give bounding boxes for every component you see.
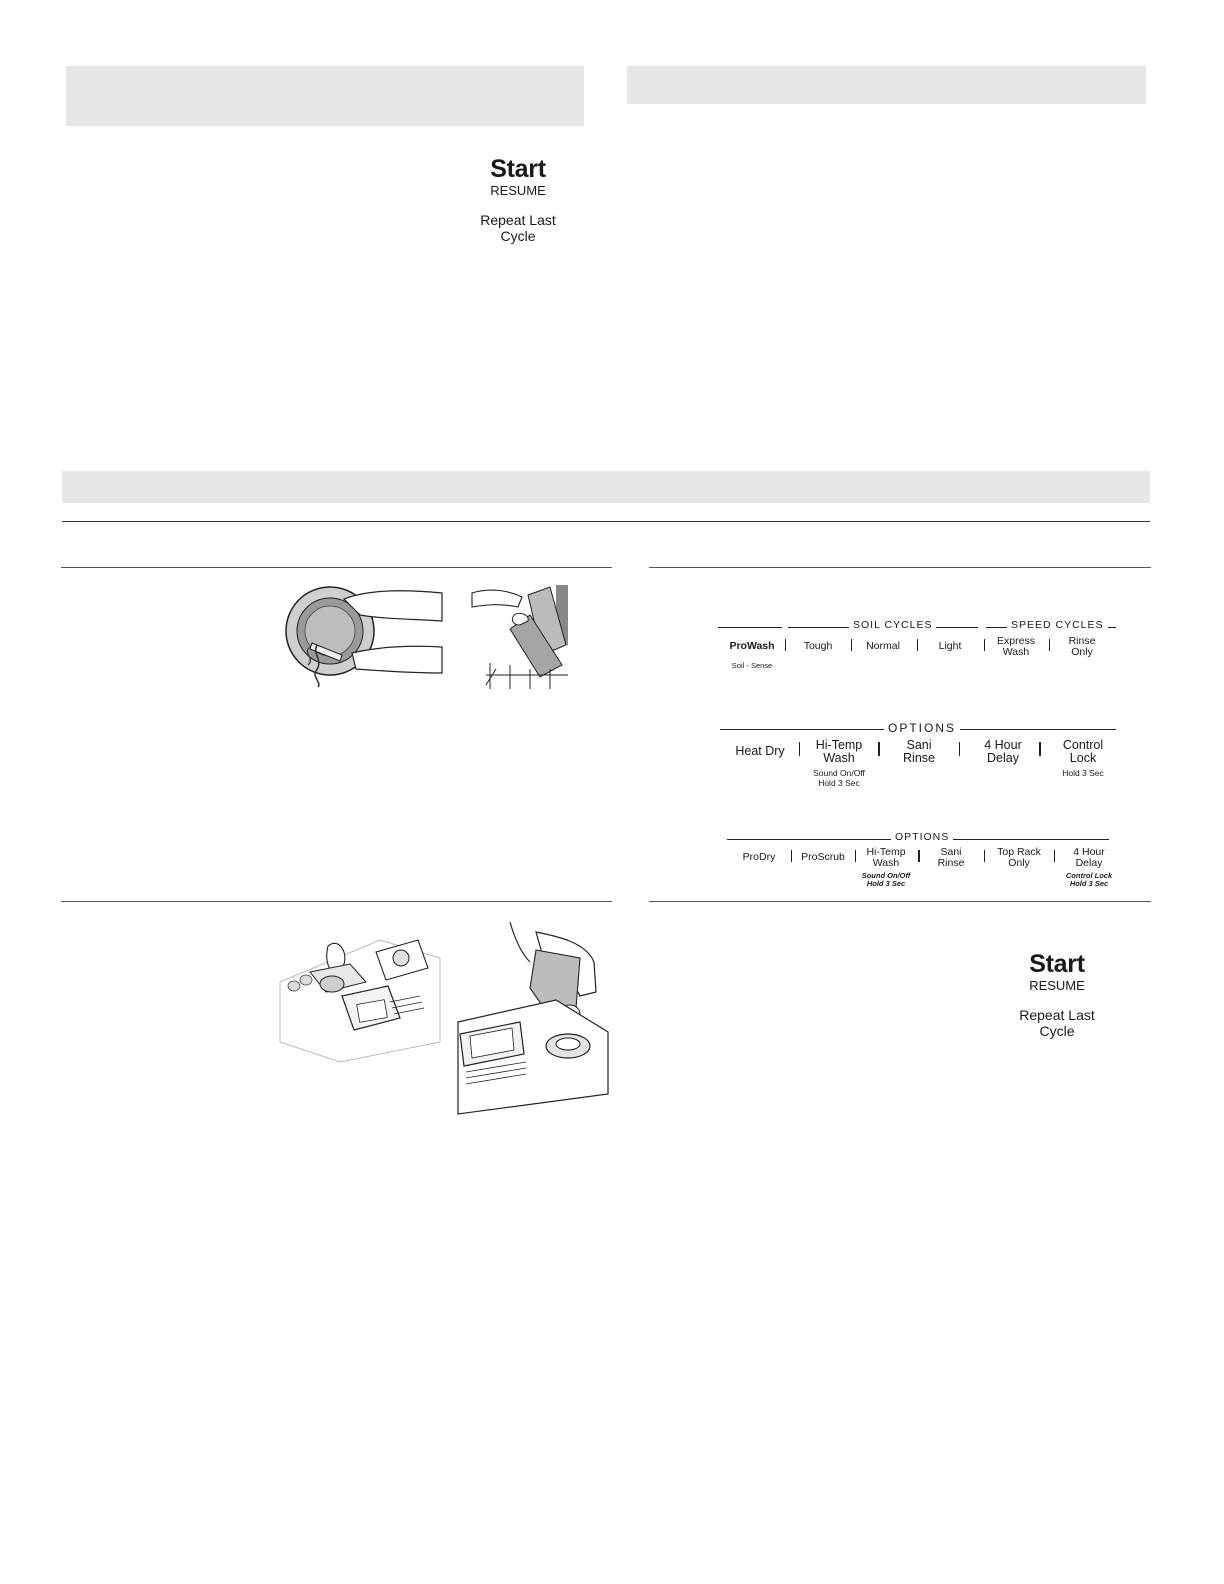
divider-left-2 (61, 901, 612, 902)
control-lock-hold-label: Hold 3 Sec (1062, 768, 1104, 778)
divider-left-1 (61, 567, 612, 568)
soil-sense-label: Soil - Sense (731, 661, 773, 670)
detergent-pod-illustration (280, 922, 446, 1064)
start-label-2: Start (1029, 950, 1085, 978)
button-sani-rinse-2[interactable]: Sani Rinse (937, 846, 965, 869)
button-hi-temp-wash-2[interactable]: Hi-Temp Wash (866, 846, 906, 869)
start-label: Start (490, 155, 546, 183)
header-bar-right (627, 66, 1146, 104)
button-prowash[interactable]: ProWash (729, 640, 775, 652)
button-sani-rinse[interactable]: Sani Rinse (903, 738, 935, 765)
repeat-last-cycle-label: Repeat Last Cycle (480, 212, 556, 244)
button-control-lock[interactable]: Control Lock (1062, 738, 1104, 765)
options-title-2: OPTIONS (891, 831, 953, 843)
speed-cycles-title: SPEED CYCLES (1007, 619, 1108, 631)
sound-on-off-hold-label-2: Sound On/Off Hold 3 Sec (861, 871, 911, 888)
button-heat-dry[interactable]: Heat Dry (735, 744, 785, 758)
button-4-hour-delay[interactable]: 4 Hour Delay (984, 738, 1022, 765)
button-tough[interactable]: Tough (803, 640, 833, 652)
start-resume-block-top (458, 155, 578, 244)
control-lock-hold-label-2: Control Lock Hold 3 Sec (1065, 871, 1113, 888)
resume-label: RESUME (490, 183, 546, 198)
loading-glasses-illustration (470, 585, 570, 691)
button-express-wash[interactable]: Express Wash (997, 635, 1035, 658)
rinse-aid-pour-illustration (456, 922, 608, 1114)
options-title-1: OPTIONS (884, 721, 960, 735)
divider-right-1 (649, 567, 1151, 568)
sound-on-off-hold-label: Sound On/Off Hold 3 Sec (813, 768, 865, 788)
repeat-last-cycle-label-2: Repeat Last Cycle (1019, 1007, 1095, 1039)
start-resume-block-bottom (997, 950, 1117, 1039)
button-top-rack-only[interactable]: Top Rack Only (997, 846, 1041, 869)
resume-label-2: RESUME (1029, 978, 1085, 993)
button-hi-temp-wash[interactable]: Hi-Temp Wash (815, 738, 863, 765)
button-proscrub[interactable]: ProScrub (801, 851, 845, 863)
button-light[interactable]: Light (938, 640, 962, 652)
button-normal[interactable]: Normal (866, 640, 900, 652)
divider-wide (62, 521, 1150, 522)
soil-cycles-title: SOIL CYCLES (849, 619, 936, 631)
button-4-hour-delay-2[interactable]: 4 Hour Delay (1073, 846, 1105, 869)
section-bar-wide (62, 471, 1150, 503)
divider-right-2 (649, 901, 1151, 902)
header-bar-left (66, 66, 584, 126)
button-rinse-only[interactable]: Rinse Only (1068, 635, 1096, 658)
button-prodry[interactable]: ProDry (742, 851, 776, 863)
scraping-plate-illustration (282, 585, 448, 693)
